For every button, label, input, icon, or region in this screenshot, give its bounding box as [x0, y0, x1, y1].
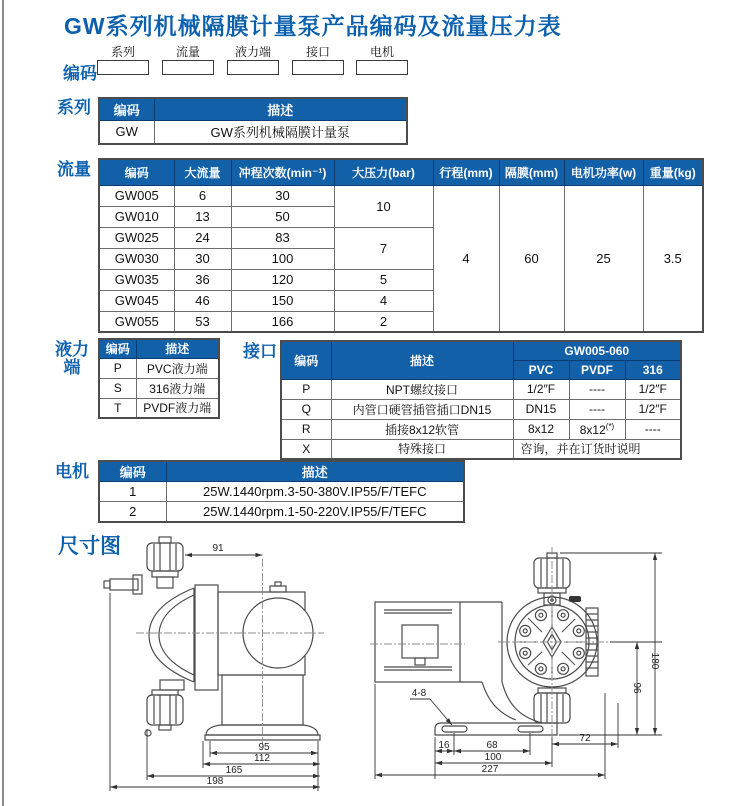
page-title: GW系列机械隔膜计量泵产品编码及流量压力表 [64, 13, 562, 39]
coding-slot-box [356, 60, 408, 75]
centerlines [370, 547, 614, 739]
flow-max-flow: 46 [174, 290, 231, 311]
hydraulic-label-line2: 端 [63, 357, 81, 377]
interface-desc: 特殊接口 [331, 439, 513, 459]
flow-strokes: 83 [231, 227, 334, 248]
table-row [99, 120, 407, 144]
flow-code: GW055 [99, 311, 174, 332]
interface-section-label: 接口 [243, 342, 277, 361]
dim-16: 16 [438, 740, 450, 751]
interface-desc: NPT螺纹接口 [331, 379, 513, 399]
flow-code: GW010 [99, 206, 174, 227]
interface-merged-note: 咨询，并在订货时说明 [513, 439, 681, 459]
flow-strokes: 100 [231, 248, 334, 269]
motor-desc: 25W.1440rpm.1-50-220V.IP55/F/TEFC [166, 502, 464, 522]
coding-slot-box [227, 60, 279, 75]
series-code: GW [99, 120, 154, 144]
flow-max-flow: 30 [174, 248, 231, 269]
hydraulic-desc: PVC液力端 [136, 358, 219, 378]
page-left-border [2, 0, 4, 806]
flow-code: GW005 [99, 185, 174, 206]
hydraulic-label-line1: 液力 [55, 340, 89, 359]
table-row [281, 439, 681, 459]
table-row [99, 378, 219, 398]
flow-stroke-length: 4 [433, 185, 499, 332]
interface-pvc-value: 1/2″F [513, 379, 569, 399]
dimension-lines [375, 553, 662, 779]
flow-col-motor-power: 电机功率(w) [564, 159, 643, 185]
series-col-code: 编码 [99, 98, 154, 120]
interface-316-value: ---- [625, 419, 681, 439]
motor-col-desc: 描述 [166, 461, 464, 482]
table-row [99, 358, 219, 378]
interface-pvdf-value: ---- [569, 399, 625, 419]
interface-group-header: GW005-060 [513, 341, 681, 360]
interface-table [280, 340, 682, 460]
flow-code: GW045 [99, 290, 174, 311]
hydraulic-desc: 316液力端 [136, 378, 219, 398]
flow-max-flow: 53 [174, 311, 231, 332]
flow-strokes: 150 [231, 290, 334, 311]
table-row [281, 399, 681, 419]
motor-code: 2 [99, 502, 166, 522]
hydraulic-col-code: 编码 [99, 339, 136, 358]
flow-col-diaphragm: 隔膜(mm) [499, 159, 564, 185]
series-col-desc: 描述 [154, 98, 407, 120]
hydraulic-table [98, 338, 220, 419]
motor-col-code: 编码 [99, 461, 166, 482]
coding-slot-label: 系列 [110, 45, 135, 59]
interface-col-pvdf: PVDF [569, 360, 625, 379]
flow-section-label: 流量 [57, 160, 91, 179]
interface-316-value: 1/2″F [625, 379, 681, 399]
coding-slot-box [292, 60, 344, 75]
interface-code: P [281, 379, 331, 399]
coding-slot-label: 流量 [175, 45, 200, 59]
coding-slot-box [97, 60, 149, 75]
interface-pvc-value: DN15 [513, 399, 569, 419]
hydraulic-col-desc: 描述 [136, 339, 219, 358]
motor-table [98, 460, 465, 523]
flow-code: GW025 [99, 227, 174, 248]
table-row [99, 185, 703, 206]
dim-112: 112 [254, 753, 270, 764]
coding-slot-interface [292, 46, 344, 75]
dim-180: 180 [649, 652, 660, 670]
table-row [99, 398, 219, 418]
coding-slot-label: 液力端 [234, 45, 271, 59]
flow-max-flow: 24 [174, 227, 231, 248]
flow-col-max-pressure: 大压力(bar) [334, 159, 433, 185]
coding-slot-label: 接口 [305, 45, 330, 59]
table-row [99, 482, 464, 502]
series-desc: GW系列机械隔膜计量泵 [154, 120, 407, 144]
interface-col-pvc: PVC [513, 360, 569, 379]
interface-pvdf-value: 8x12(*) [569, 419, 625, 439]
pump-side-view-drawing [78, 533, 363, 800]
interface-316-value: 1/2″F [625, 399, 681, 419]
dim-96: 96 [631, 682, 642, 694]
flow-motor-power: 25 [564, 185, 643, 332]
flow-col-weight: 重量(kg) [643, 159, 703, 185]
interface-pvdf-value: ---- [569, 379, 625, 399]
coding-label: 编码 [63, 64, 97, 83]
motor-desc: 25W.1440rpm.3-50-380V.IP55/F/TEFC [166, 482, 464, 502]
hydraulic-desc: PVDF液力端 [136, 398, 219, 418]
dim-91: 91 [212, 543, 224, 554]
dim-72: 72 [579, 733, 591, 744]
interface-pvc-value: 8x12 [513, 419, 569, 439]
flow-pressure: 2 [334, 311, 433, 332]
flow-col-stroke-length: 行程(mm) [433, 159, 499, 185]
flow-strokes: 166 [231, 311, 334, 332]
hydraulic-code: T [99, 398, 136, 418]
dimensions-section-label: 尺寸图 [58, 535, 121, 558]
flow-col-strokes: 冲程次数(min⁻¹) [231, 159, 334, 185]
flow-weight: 3.5 [643, 185, 703, 332]
table-row [281, 419, 681, 439]
series-table [98, 97, 408, 145]
interface-col-code: 编码 [281, 341, 331, 379]
dim-68: 68 [486, 740, 498, 751]
hydraulic-code: P [99, 358, 136, 378]
interface-code: Q [281, 399, 331, 419]
flow-pressure-group: 7 [334, 227, 433, 269]
footnote-marker: (*) [605, 421, 615, 431]
coding-slot-flow [162, 46, 214, 75]
flow-code: GW030 [99, 248, 174, 269]
motor-section-label: 电机 [55, 462, 89, 481]
flow-code: GW035 [99, 269, 174, 290]
flow-max-flow: 13 [174, 206, 231, 227]
dim-227: 227 [481, 764, 499, 775]
interface-code: X [281, 439, 331, 459]
dim-198: 198 [206, 776, 224, 787]
dim-165: 165 [225, 765, 243, 776]
flow-strokes: 120 [231, 269, 334, 290]
series-section-label: 系列 [57, 98, 91, 117]
coding-slot-hydraulic-end [227, 46, 279, 75]
flow-pressure-group: 10 [334, 185, 433, 227]
flow-max-flow: 36 [174, 269, 231, 290]
interface-code: R [281, 419, 331, 439]
hole-callout: 4-8 [411, 688, 427, 699]
flow-col-code: 编码 [99, 159, 174, 185]
coding-slot-motor [356, 46, 408, 75]
flow-table [98, 158, 704, 333]
flow-strokes: 50 [231, 206, 334, 227]
interface-col-316: 316 [625, 360, 681, 379]
coding-slot-label: 电机 [369, 45, 394, 59]
dim-95: 95 [258, 742, 270, 753]
interface-col-desc: 描述 [331, 341, 513, 379]
coding-slot-series [97, 46, 149, 75]
flow-col-max-flow: 大流量 [174, 159, 231, 185]
motor-code: 1 [99, 482, 166, 502]
interface-desc: 内管口硬管插管插口DN15 [331, 399, 513, 419]
flow-diaphragm: 60 [499, 185, 564, 332]
flow-pressure: 5 [334, 269, 433, 290]
table-row [99, 502, 464, 522]
pump-side-outline [104, 537, 320, 740]
flow-strokes: 30 [231, 185, 334, 206]
dim-100: 100 [484, 752, 502, 763]
table-row [281, 379, 681, 399]
hydraulic-code: S [99, 378, 136, 398]
flow-pressure: 4 [334, 290, 433, 311]
pump-front-view-drawing [370, 543, 748, 783]
coding-slot-box [162, 60, 214, 75]
interface-desc: 插接8x12软管 [331, 419, 513, 439]
flow-max-flow: 6 [174, 185, 231, 206]
hydraulic-section-label [55, 341, 89, 377]
